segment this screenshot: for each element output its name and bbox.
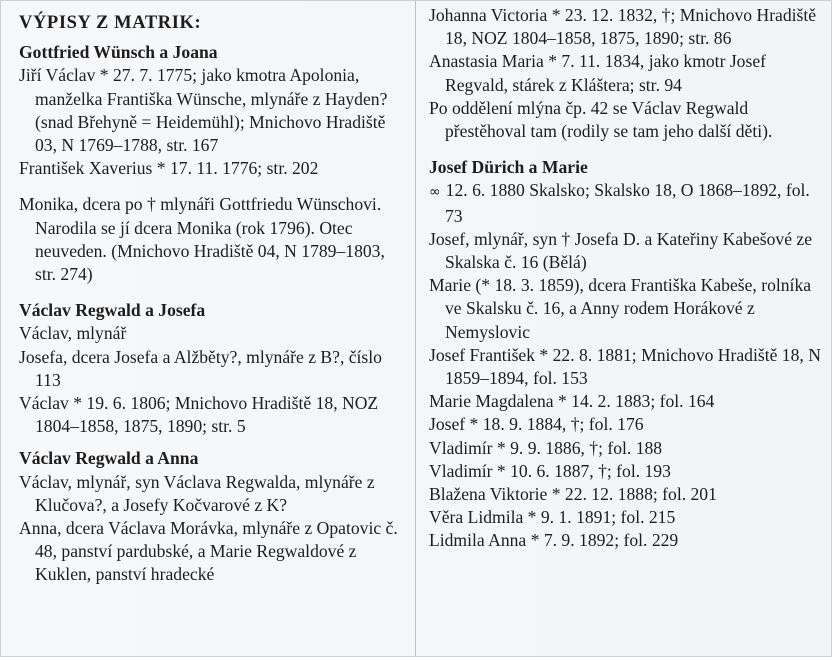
entry-anna: Anna, dcera Václava Morávka, mlynáře z Opatovic č. 48, panství pardubské, a Marie Regwaldové z Kuklen, panství hradecké [19,518,398,585]
entry-vaclav-mlynar: Václav, mlynář [19,323,127,344]
note-odeleni-mlyna: Po oddělení mlýna čp. 42 se Václav Regwald přestěhoval tam (rodily se tam jeho další děti). [429,97,773,142]
entry-jiri-vaclav: Jiří Václav * 27. 7. 1775; jako kmotra Apolonia, manželka Františka Wünsche, mlynáře z Hayden? (snad Břehyně = Heidemühl); Mnichovo Hradiště 03, N 1769–1788, str. 167 [19,65,388,156]
entry-josef-frantisek: Josef František * 22. 8. 1881; Mnichovo Hradiště 18, N 1859–1894, fol. 153 [429,344,821,389]
entry-marie: Marie (* 18. 3. 1859), dcera Františka Kabeše, rolníka ve Skalsku č. 16, a Anny rodem Horákové z Nemyslovic [429,275,812,342]
note-monika: Monika, dcera po † mlynáři Gottfriedu Wünschovi. Narodila se jí dcera Monika (rok 1796). Otec neuveden. (Mnichovo Hradiště 04, N 1789–1803, str. 274) [19,194,385,285]
entry-lidmila-anna: Lidmila Anna * 7. 9. 1892; fol. 229 [429,530,679,551]
left-column [1,1,415,656]
entry-blazena-viktorie: Blažena Viktorie * 22. 12. 1888; fol. 201 [429,484,717,505]
entry-marie-magdalena: Marie Magdalena * 14. 2. 1883; fol. 164 [429,391,715,412]
entry-vladimir-1887: Vladimír * 10. 6. 1887, †; fol. 193 [429,460,671,481]
entry-anastasia-maria: Anastasia Maria * 7. 11. 1834, jako kmotr Josef Regvald, stárek z Kláštera; str. 94 [429,51,766,95]
page-heading: VÝPISY Z MATRIK: [19,13,202,33]
entry-frantisek-xaverius: František Xaverius * 17. 11. 1776; str. 202 [19,158,319,179]
family-title-durich: Josef Dürich a Marie [429,157,588,178]
entry-vaclav-1806: Václav * 19. 6. 1806; Mnichovo Hradiště 18, NOZ 1804–1858, 1875, 1890; str. 5 [19,393,379,437]
entry-josef-1884: Josef * 18. 9. 1884, †; fol. 176 [429,414,644,435]
marriage-text: 12. 6. 1880 Skalsko; Skalsko 18, O 1868–1892, fol. 73 [445,180,810,226]
entry-vera-lidmila: Věra Lidmila * 9. 1. 1891; fol. 215 [429,507,676,528]
entry-marriage [429,179,825,227]
right-column [415,1,832,656]
family-title-wunsch: Gottfried Wünsch a Joana [19,42,218,63]
entry-johanna-victoria: Johanna Victoria * 23. 12. 1832, †; Mnichovo Hradiště 18, NOZ 1804–1858, 1875, 1890; str. 86 [429,5,817,49]
entry-josefa: Josefa, dcera Josefa a Alžběty?, mlynáře z B?, číslo 113 [19,346,382,390]
entry-josef-mlynar: Josef, mlynář, syn † Josefa D. a Kateřiny Kabešové ze Skalska č. 16 (Bělá) [429,228,813,273]
family-title-regwald-josefa: Václav Regwald a Josefa [19,300,206,321]
marriage-symbol-icon: ∞ [429,184,438,201]
family-title-regwald-anna: Václav Regwald a Anna [19,448,199,469]
entry-vladimir-1886: Vladimír * 9. 9. 1886, †; fol. 188 [429,437,663,458]
entry-vaclav-syn: Václav, mlynář, syn Václava Regwalda, mlynáře z Klučova?, a Josefy Kočvarové z K? [19,471,375,515]
